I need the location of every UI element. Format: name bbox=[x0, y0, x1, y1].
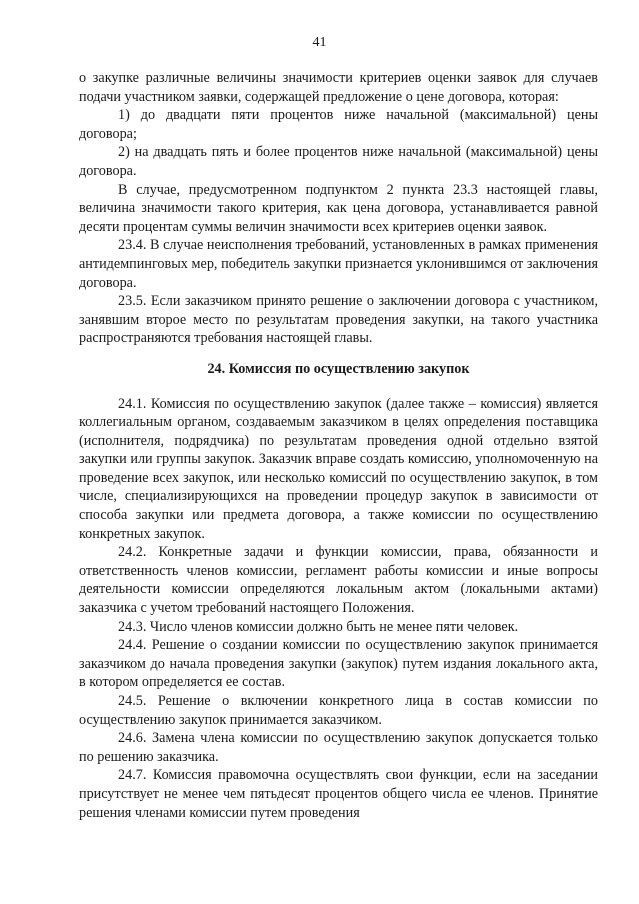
paragraph: 24.3. Число членов комиссии должно быть не менее пяти человек. bbox=[118, 618, 519, 635]
body-text bbox=[79, 69, 598, 822]
paragraph: В случае, предусмотренном подпунктом 2 пункта 23.3 настоящей главы, величина значимости такого критерия, как цена договора, устанавливается равной десяти процентам суммы величин значимости всех критериев оценки заявок. bbox=[79, 181, 598, 235]
paragraph: 24.1. Комиссия по осуществлению закупок (далее также – комиссия) является коллегиальным органом, создаваемым заказчиком в целях определения поставщика (исполнителя, подрядчика) по результатам проведения одной отдельно взятой закупки или группы закупок. Заказчик вправе создать комиссию, уполномоченную на проведение всех закупок, или несколько комиссий по осуществлению закупок, в том числе, специализирующихся на проведении процедур закупок в зависимости от способа закупки или предмета договора, а также комиссии по осуществлению конкретных закупок. bbox=[79, 395, 598, 542]
paragraph: 23.5. Если заказчиком принято решение о заключении договора с участником, занявшим второе место по результатам проведения закупки, на такого участника распространяются требования настоящей главы. bbox=[79, 293, 598, 347]
paragraph: 24.6. Замена члена комиссии по осуществлению закупок допускается только по решению заказчика. bbox=[79, 730, 598, 765]
paragraph: о закупке различные величины значимости критериев оценки заявок для случаев подачи участником заявки, содержащей предложение о цене договора, которая: bbox=[79, 70, 598, 105]
paragraph: 24.2. Конкретные задачи и функции комиссии, права, обязанности и ответственность членов комиссии, регламент работы комиссии и иные вопросы деятельности комиссии определяются локальным актом (локальными актами) заказчика с учетом требований настоящего Положения. bbox=[79, 544, 598, 617]
paragraph: 1) до двадцати пяти процентов ниже начальной (максимальной) цены договора; bbox=[79, 107, 598, 142]
section-heading: 24. Комиссия по осуществлению закупок bbox=[207, 360, 470, 377]
paragraph: 23.4. В случае неисполнения требований, установленных в рамках применения антидемпинговых мер, победитель закупки признается уклонившимся от заключения договора. bbox=[79, 237, 598, 291]
paragraph: 24.4. Решение о создании комиссии по осуществлению закупок принимается заказчиком до начала проведения закупки (закупок) путем издания локального акта, в котором определяется ее состав. bbox=[79, 637, 598, 691]
paragraph: 2) на двадцать пять и более процентов ниже начальной (максимальной) цены договора. bbox=[79, 144, 598, 179]
paragraph: 24.5. Решение о включении конкретного лица в состав комиссии по осуществлению закупок принимается заказчиком. bbox=[79, 693, 598, 728]
page-number: 41 bbox=[312, 35, 327, 50]
paragraph: 24.7. Комиссия правомочна осуществлять свои функции, если на заседании присутствует не менее чем пятьдесят процентов общего числа ее членов. Принятие решения членами комиссии путем проведения bbox=[79, 767, 598, 821]
